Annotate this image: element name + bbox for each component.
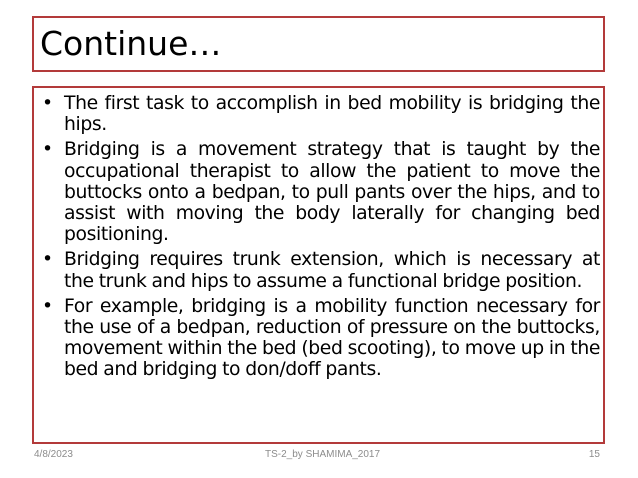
bullet-dot-icon: • [42, 249, 53, 271]
bullet-dot-icon: • [42, 93, 53, 114]
footer-page-number: 15 [588, 449, 600, 460]
bullet-item [40, 139, 600, 245]
bullet-dot-icon: • [42, 139, 53, 161]
bullet-item [40, 249, 600, 291]
bullet-list [34, 88, 603, 381]
bullet-text: For example, bridging is a mobility function necessary for the use of a bedpan, reduction of pressure on the buttocks, movement within the bed (bed scooting), to move up in the bed and bridging to don/doff pants. [64, 295, 600, 381]
footer-date: 4/8/2023 [34, 449, 73, 460]
bullet-text: Bridging is a movement strategy that is taught by the occupational therapist to allow the patient to move the buttocks onto a bedpan, to pull pants over the hips, and to assist with moving the body laterally for changing bed positioning. [64, 139, 600, 246]
content-box [32, 86, 605, 444]
slide-title: Continue… [40, 24, 222, 63]
footer-author: TS-2_by SHAMIMA_2017 [265, 449, 381, 460]
bullet-text: Bridging requires trunk extension, which is necessary at the trunk and hips to assume a functional bridge position. [64, 249, 600, 292]
bullet-text: The first task to accomplish in bed mobility is bridging the hips. [64, 93, 600, 136]
bullet-item [40, 296, 600, 381]
bullet-item [40, 93, 600, 135]
title-box [32, 16, 605, 72]
bullet-dot-icon: • [42, 295, 53, 317]
